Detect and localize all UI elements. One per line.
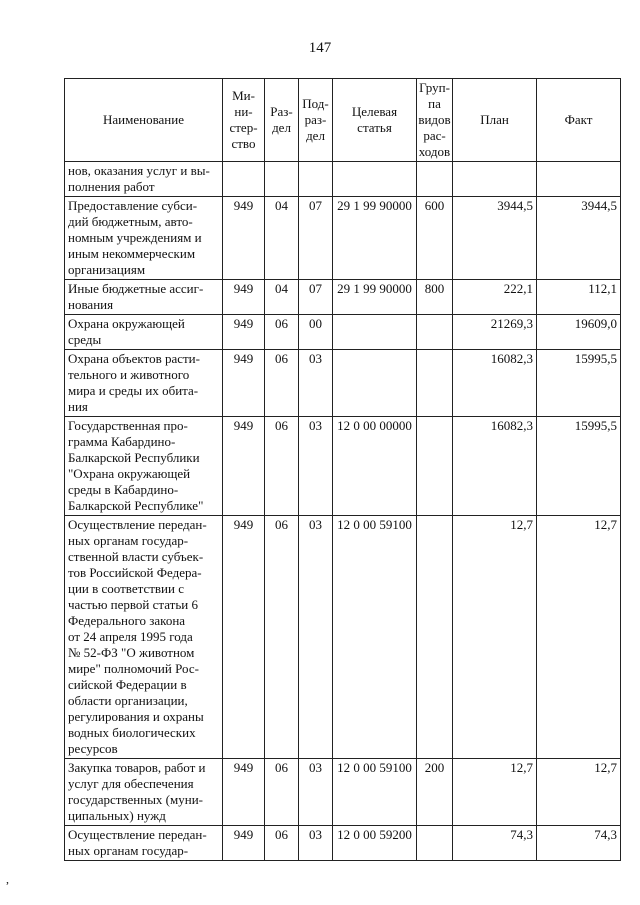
cell-group: 800 (417, 280, 453, 315)
cell-section: 06 (265, 826, 299, 861)
header-target: Целевая статья (333, 79, 417, 162)
cell-ministry: 949 (223, 280, 265, 315)
cell-section: 04 (265, 197, 299, 280)
cell-plan: 3944,5 (453, 197, 537, 280)
cell-ministry: 949 (223, 197, 265, 280)
cell-subsection: 00 (299, 315, 333, 350)
cell-name: Предоставление субси- дий бюджетным, авто- номным учреждениям и иным некоммерческим организациям (65, 197, 223, 280)
header-name: Наименование (65, 79, 223, 162)
cell-group: 600 (417, 197, 453, 280)
cell-target: 29 1 99 90000 (333, 197, 417, 280)
cell-fact: 12,7 (537, 516, 621, 759)
cell-name: Иные бюджетные ассиг- нования (65, 280, 223, 315)
cell-plan: 222,1 (453, 280, 537, 315)
cell-name: Охрана окружающей среды (65, 315, 223, 350)
cell-fact (537, 162, 621, 197)
header-group: Груп- па видов рас- ходов (417, 79, 453, 162)
cell-group: 200 (417, 759, 453, 826)
cell-name: нов, оказания услуг и вы- полнения работ (65, 162, 223, 197)
cell-target: 12 0 00 59100 (333, 759, 417, 826)
cell-section: 06 (265, 417, 299, 516)
cell-group (417, 315, 453, 350)
cell-target (333, 350, 417, 417)
cell-subsection (299, 162, 333, 197)
header-plan: План (453, 79, 537, 162)
cell-plan: 12,7 (453, 516, 537, 759)
table-row (65, 417, 621, 516)
margin-mark: , (6, 872, 9, 886)
cell-section: 06 (265, 759, 299, 826)
table-row (65, 280, 621, 315)
cell-target (333, 315, 417, 350)
cell-target (333, 162, 417, 197)
cell-name: Охрана объектов расти- тельного и животного мира и среды их обита- ния (65, 350, 223, 417)
cell-ministry: 949 (223, 516, 265, 759)
page-number: 147 (308, 40, 332, 56)
table-row (65, 826, 621, 861)
cell-fact: 74,3 (537, 826, 621, 861)
cell-fact: 112,1 (537, 280, 621, 315)
cell-section: 06 (265, 315, 299, 350)
cell-name: Осуществление передан- ных органам государ- (65, 826, 223, 861)
header-row (65, 79, 621, 162)
cell-ministry: 949 (223, 826, 265, 861)
header-ministry: Ми- ни- стер- ство (223, 79, 265, 162)
cell-fact: 19609,0 (537, 315, 621, 350)
cell-subsection: 03 (299, 759, 333, 826)
cell-subsection: 03 (299, 417, 333, 516)
cell-subsection: 03 (299, 516, 333, 759)
cell-group (417, 350, 453, 417)
cell-group (417, 516, 453, 759)
cell-target: 29 1 99 90000 (333, 280, 417, 315)
cell-target: 12 0 00 59100 (333, 516, 417, 759)
cell-plan: 21269,3 (453, 315, 537, 350)
budget-table (64, 78, 621, 861)
cell-plan: 12,7 (453, 759, 537, 826)
cell-target: 12 0 00 59200 (333, 826, 417, 861)
cell-fact: 15995,5 (537, 350, 621, 417)
table-row (65, 516, 621, 759)
cell-plan: 16082,3 (453, 417, 537, 516)
cell-group (417, 162, 453, 197)
cell-name: Государственная про- грамма Кабардино- Балкарской Республики "Охрана окружающей среды в Кабардино- Балкарской Республике" (65, 417, 223, 516)
cell-plan: 16082,3 (453, 350, 537, 417)
cell-name: Осуществление передан- ных органам государ- ственной власти субъек- тов Российской Федера- ции в соответствии с частью первой статьи 6 Федерального закона от 24 апреля 1995 года № 52-ФЗ "О животном мире" полномочий Рос- сийской Федерации в области организации, регулирования и охраны водных биологических ресурсов (65, 516, 223, 759)
table-row (65, 197, 621, 280)
cell-subsection: 03 (299, 826, 333, 861)
cell-target: 12 0 00 00000 (333, 417, 417, 516)
header-section: Раз- дел (265, 79, 299, 162)
cell-section: 06 (265, 516, 299, 759)
cell-name: Закупка товаров, работ и услуг для обеспечения государственных (муни- ципальных) нужд (65, 759, 223, 826)
cell-fact: 3944,5 (537, 197, 621, 280)
cell-subsection: 03 (299, 350, 333, 417)
table-row (65, 315, 621, 350)
cell-ministry: 949 (223, 417, 265, 516)
cell-fact: 12,7 (537, 759, 621, 826)
header-subsection: Под- раз- дел (299, 79, 333, 162)
cell-group (417, 826, 453, 861)
cell-plan: 74,3 (453, 826, 537, 861)
header-fact: Факт (537, 79, 621, 162)
cell-group (417, 417, 453, 516)
table-row (65, 350, 621, 417)
cell-ministry: 949 (223, 315, 265, 350)
cell-section (265, 162, 299, 197)
table-row (65, 162, 621, 197)
cell-ministry (223, 162, 265, 197)
cell-section: 04 (265, 280, 299, 315)
table-row (65, 759, 621, 826)
cell-subsection: 07 (299, 197, 333, 280)
cell-ministry: 949 (223, 759, 265, 826)
cell-ministry: 949 (223, 350, 265, 417)
cell-subsection: 07 (299, 280, 333, 315)
cell-section: 06 (265, 350, 299, 417)
cell-fact: 15995,5 (537, 417, 621, 516)
cell-plan (453, 162, 537, 197)
